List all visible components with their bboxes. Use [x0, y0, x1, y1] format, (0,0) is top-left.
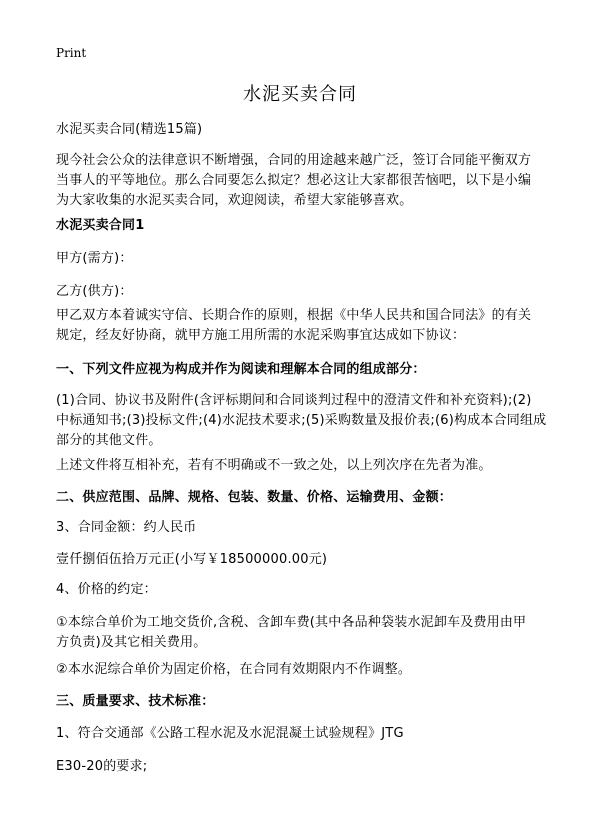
- price-item-2: ②本水泥综合单价为固定价格，在合同有效期限内不作调整。: [56, 662, 412, 677]
- amount-value: 壹仟捌佰伍拾万元正(小写￥18500000.00元): [56, 552, 328, 567]
- section2-heading: 二、供应范围、品牌、规格、包装、数量、价格、运输费用、金额：: [56, 490, 453, 505]
- intro-line: 当事人的平等地位。那么合同要怎么拟定？想必这让大家都很苦恼吧，以下是小编: [56, 173, 532, 188]
- subtitle: 水泥买卖合同(精选15篇): [56, 122, 203, 137]
- intro-line: 现今社会公众的法律意识不断增强，合同的用途越来越广泛，签订合同能平衡双方: [56, 153, 532, 168]
- section1-body: [56, 391, 556, 451]
- contract1-heading: 水泥买卖合同1: [56, 218, 145, 233]
- intro-paragraph: [56, 151, 556, 211]
- page-title: 水泥买卖合同: [243, 84, 357, 105]
- party-b-line: 乙方(供方)：: [56, 284, 133, 299]
- price-item-1-line: 方负责)及其它相关费用。: [56, 635, 207, 650]
- section1-line: (1)合同、协议书及附件(含评标期间和合同谈判过程中的澄清文件和补充资料);(2): [56, 393, 532, 408]
- price-item-1-line: ①本综合单价为工地交货价,含税、含卸车费(其中各品种袋装水泥卸车及费用由甲: [56, 615, 527, 630]
- section1-line: 部分的其他文件。: [56, 433, 162, 448]
- amount-label: 3、合同金额：约人民币: [56, 520, 197, 535]
- standard-line-1: 1、符合交通部《公路工程水泥及水泥混凝土试验规程》JTG: [56, 726, 404, 741]
- intro-line: 为大家收集的水泥买卖合同，欢迎阅读，希望大家能够喜欢。: [56, 193, 413, 208]
- print-link[interactable]: Print: [56, 46, 87, 60]
- standard-line-2: E30-20的要求;: [56, 759, 148, 774]
- section1-heading: 一、下列文件应视为构成并作为阅读和理解本合同的组成部分：: [56, 362, 426, 377]
- price-item-1: [56, 613, 556, 653]
- section1-line: 中标通知书;(3)投标文件;(4)水泥技术要求;(5)采购数量及报价表;(6)构成本合同组成: [56, 413, 547, 428]
- price-label: 4、价格的约定：: [56, 582, 157, 597]
- section3-heading: 三、质量要求、技术标准：: [56, 694, 215, 709]
- party-a-line: 甲方(需方)：: [56, 251, 133, 266]
- preamble-line: 甲乙双方本着诚实守信、长期合作的原则，根据《中华人民共和国合同法》的有关: [56, 308, 532, 323]
- preamble-paragraph: [56, 306, 556, 346]
- section1-note: 上述文件将互相补充，若有不明确或不一致之处，以上列次序在先者为准。: [56, 458, 492, 473]
- preamble-line: 规定，经友好协商，就甲方施工用所需的水泥采购事宜达成如下协议：: [56, 328, 466, 343]
